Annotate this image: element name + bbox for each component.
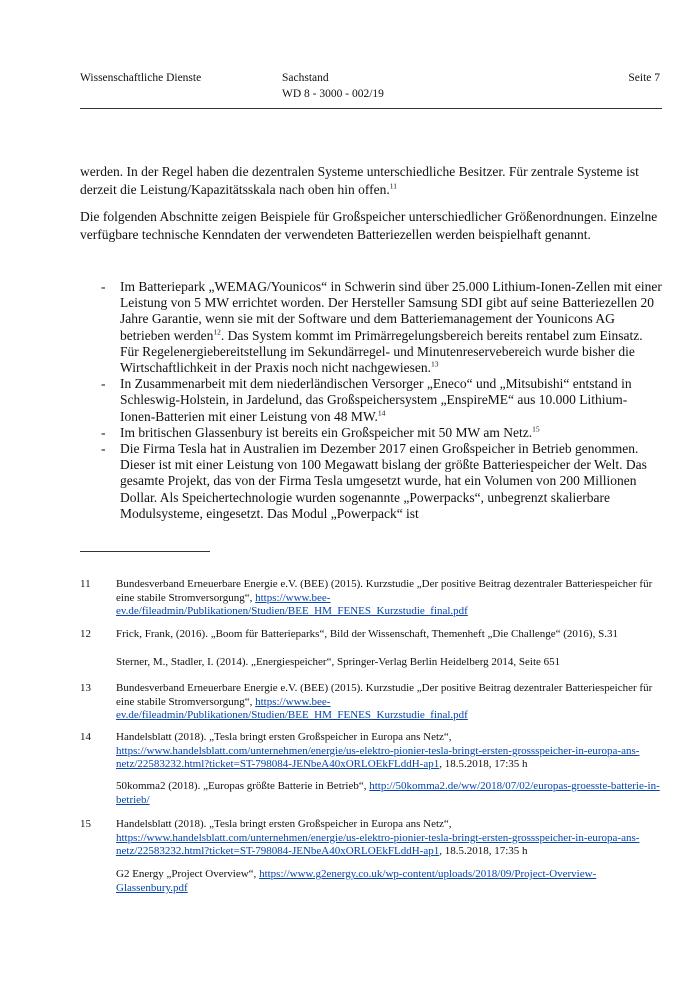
footnote-number: 12: [80, 628, 91, 640]
header-rule: [80, 108, 662, 109]
footnote-date: , 18.5.2018, 17:35 h: [439, 758, 528, 771]
list-item: [80, 279, 662, 376]
footnote-date: , 18.5.2018, 17:35 h: [439, 845, 528, 858]
header-page-number: Seite 7: [628, 72, 660, 84]
footnote-12-extra: Sterner, M., Stadler, I. (2014). „Energiespeicher“, Springer-Verlag Berlin Heidelberg 2014, Seite 651: [116, 656, 561, 668]
footnote-text: Handelsblatt (2018). „Tesla bringt ersten Großspeicher in Europa ans Netz“,: [116, 731, 452, 743]
footnote-number: 15: [80, 818, 91, 830]
list-item: [80, 441, 662, 522]
footnote-14: [80, 731, 662, 772]
list-item: [80, 425, 662, 441]
bullet-text: Im britischen Glassenbury ist bereits ein Großspeicher mit 50 MW am Netz.: [120, 424, 533, 440]
bullet-dash: -: [101, 424, 106, 440]
bullet-text: Die Firma Tesla hat in Australien im Dezember 2017 einen Großspeicher in Betrieb genommen. Dieser ist mit einer Leistung von 100 Megawatt bislang der größte Batteriespeicher der Welt. Das gesamte Projekt, das von der Firma Tesla umgesetzt wurde, hat ein Volumen von 200 Millionen Dollar. Als Speichertechnologie wurden sogenannte „Powerpacks“, unbegrenzt skalierbare Modulsysteme, eingesetzt. Das Modul „Powerpack“ ist: [120, 441, 647, 521]
paragraph-1: [80, 163, 662, 199]
bullet-dash: -: [101, 376, 106, 392]
footnote-link[interactable]: https://www.handelsblatt.com/unternehmen/energie/us-elektro-pionier-tesla-bringt-ersten-grossspeicher-in-europa-ans-netz/22583232.html?ticket=ST-798084-JENbeA40xORLOEkFLddH-ap1: [116, 831, 640, 858]
footnote-ref-15[interactable]: 15: [532, 424, 540, 434]
footnote-15-extra: [116, 868, 662, 895]
footnote-text: Handelsblatt (2018). „Tesla bringt ersten Großspeicher in Europa ans Netz“,: [116, 818, 452, 830]
footnote-link[interactable]: http://50komma2.de/ww/2018/07/02/europas-groesste-batterie-in-betrieb/: [116, 780, 660, 806]
paragraph-2-text: Die folgenden Abschnitte zeigen Beispiele für Großspeicher unterschiedlicher Größenordnungen. Einzelne verfügbare technische Kenndaten der verwendeten Batteriezellen werden beispielhaft genannt.: [80, 209, 658, 243]
footnote-ref-11[interactable]: 11: [389, 181, 397, 191]
footnote-text: Bundesverband Erneuerbare Energie e.V. (BEE) (2015). Kurzstudie „Der positive Beitrag dezentraler Batteriespeicher für eine stabile Stromversorgung“,: [116, 578, 653, 604]
footnote-link[interactable]: https://www.bee-ev.de/fileadmin/Publikationen/Studien/BEE_HM_FENES_Kurzstudie_final.pdf: [116, 695, 468, 722]
list-item: [80, 376, 662, 425]
footnote-15: [80, 818, 662, 859]
footnote-13: [80, 682, 662, 723]
footnote-ref-12[interactable]: 12: [213, 327, 221, 337]
footnote-separator: [80, 551, 210, 552]
footnote-text: Bundesverband Erneuerbare Energie e.V. (BEE) (2015). Kurzstudie „Der positive Beitrag dezentraler Batteriespeicher für eine stabile Stromversorgung“,: [116, 682, 653, 708]
bullet-dash: -: [101, 441, 106, 457]
footnote-ref-14[interactable]: 14: [377, 408, 386, 418]
footnote-14-extra: [116, 780, 662, 807]
footnote-link[interactable]: https://www.handelsblatt.com/unternehmen/energie/us-elektro-pionier-tesla-bringt-ersten-grossspeicher-in-europa-ans-netz/22583232.html?ticket=ST-798084-JENbeA40xORLOEkFLddH-ap1: [116, 744, 640, 771]
footnote-text: Frick, Frank, (2016). „Boom für Batterieparks“, Bild der Wissenschaft, Themenheft „Die Challenge“ (2016), S.31: [116, 628, 618, 640]
paragraph-2: [80, 208, 662, 244]
header-doc-info: [282, 70, 384, 102]
paragraph-1-text: werden. In der Regel haben die dezentralen Systeme unterschiedliche Besitzer. Für zentrale Systeme ist derzeit die Leistung/Kapazitätsskala nach oben hin offen.: [80, 164, 639, 198]
footnote-text: G2 Energy „Project Overview“,: [116, 868, 260, 880]
header-doc-id: WD 8 - 3000 - 002/19: [282, 88, 384, 100]
footnote-link[interactable]: https://www.bee-ev.de/fileadmin/Publikationen/Studien/BEE_HM_FENES_Kurzstudie_final.pdf: [116, 591, 468, 618]
footnote-link[interactable]: https://www.g2energy.co.uk/wp-content/uploads/2018/09/Project-Overview-Glassenbury.pdf: [116, 868, 597, 894]
footnote-number: 14: [80, 731, 91, 743]
footnote-ref-13[interactable]: 13: [430, 359, 439, 369]
bullet-list: [80, 279, 662, 522]
footnote-number: 13: [80, 682, 91, 694]
bullet-text: Im Batteriepark „WEMAG/Younicos“ in Schwerin sind über 25.000 Lithium-Ionen-Zellen mit einer Leistung von 5 MW errichtet worden. Der Hersteller Samsung SDI gibt auf seine Batteriezellen 20 Jahre Garantie, wenn sie mit der Software und dem Batteriemanagement der Younicons AG betrieben werden: [120, 279, 662, 343]
footnote-number: 11: [80, 578, 91, 590]
bullet-dash: -: [101, 279, 106, 294]
footnote-12: [80, 628, 662, 642]
header-doc-type: Sachstand: [282, 72, 329, 84]
footnote-text: 50komma2 (2018). „Europas größte Batterie in Betrieb“,: [116, 780, 370, 792]
header-org: Wissenschaftliche Dienste: [80, 72, 202, 84]
footnote-11: [80, 578, 662, 619]
bullet-text: . Das System kommt im Primärregelungsbereich bereits rentabel zum Einsatz. Für Regelenergiebereitstellung im Sekundärregel- und Minutenreservebereich wurde bisher die Wirtschaftlichkeit in der Praxis noch nicht nachgewiesen.: [120, 327, 643, 376]
bullet-text: In Zusammenarbeit mit dem niederländischen Versorger „Eneco“ und „Mitsubishi“ entstand in Schleswig-Holstein, in Jardelund, das Großspeichersystem „EnspireME“ aus 10.000 Lithium-Ionen-Batterien mit einer Leistung von 48 MW.: [120, 376, 632, 424]
